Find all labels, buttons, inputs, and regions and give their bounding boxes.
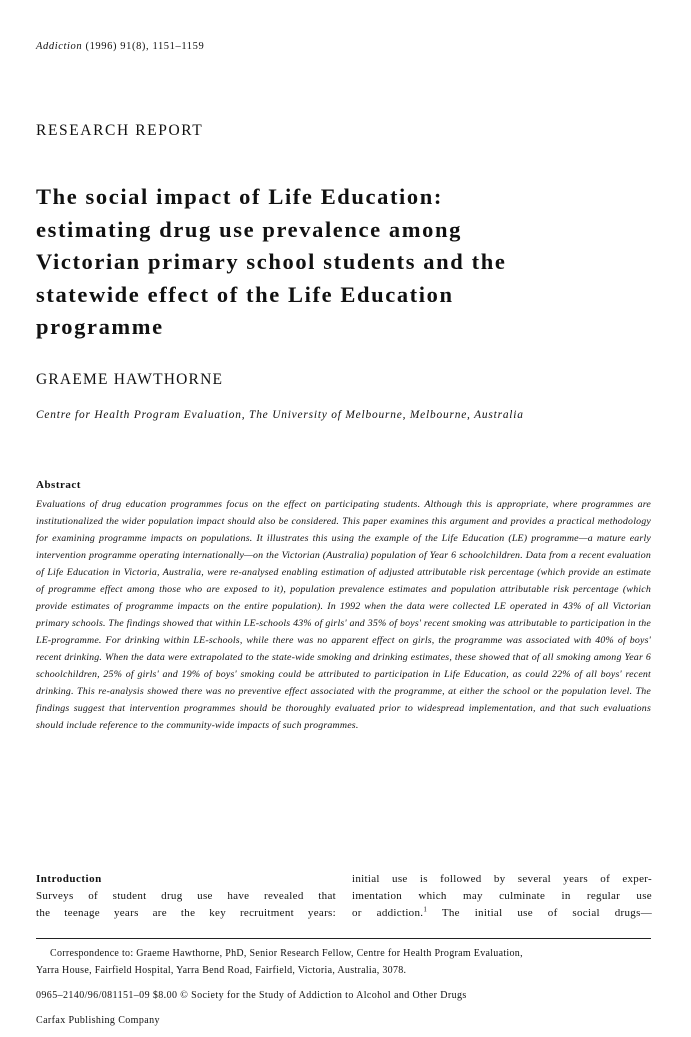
intro-line-with-ref: [352, 905, 652, 922]
intro-text: or addiction.: [352, 907, 424, 919]
intro-text: The initial use of social drugs—: [427, 907, 652, 919]
title-line: programme: [36, 314, 164, 339]
intro-line: Surveys of student drug use have revealed that: [36, 890, 336, 902]
correspondence-line: Correspondence to: Graeme Hawthorne, PhD, Senior Research Fellow, Centre for Health Program Evaluation,: [50, 948, 523, 959]
journal-citation: (1996) 91(8), 1151–1159: [85, 41, 205, 52]
intro-left-column: [36, 871, 336, 922]
publisher-name: Carfax Publishing Company: [36, 1015, 160, 1026]
intro-right-column: [352, 871, 652, 922]
intro-line: imentation which may culminate in regular use: [352, 890, 652, 902]
title-line: estimating drug use prevalence among: [36, 216, 462, 242]
journal-header: [36, 41, 204, 52]
intro-line: the teenage years are the key recruitment years:: [36, 907, 336, 919]
author-affiliation: Centre for Health Program Evaluation, The University of Melbourne, Melbourne, Australia: [36, 409, 524, 421]
journal-name: Addiction: [36, 41, 83, 52]
author-name: GRAEME HAWTHORNE: [36, 371, 224, 388]
title-line: Victorian primary school students and the: [36, 249, 507, 274]
footnote-ref[interactable]: 1: [423, 905, 428, 914]
issn-copyright-line: 0965–2140/96/081151–09 $8.00 © Society for the Study of Addiction to Alcohol and Other Drugs: [36, 990, 467, 1001]
correspondence-line: Yarra House, Fairfield Hospital, Yarra Bend Road, Fairfield, Victoria, Australia, 3078.: [36, 965, 407, 976]
abstract-heading: Abstract: [36, 479, 81, 491]
title-line: The social impact of Life Education:: [36, 184, 443, 209]
intro-heading: Introduction: [36, 873, 102, 885]
footnote-divider: [36, 938, 651, 939]
correspondence-note: [36, 945, 656, 979]
intro-line: initial use is followed by several years of exper-: [352, 873, 652, 885]
title-line: statewide effect of the Life Education: [36, 281, 454, 307]
section-label: RESEARCH REPORT: [36, 122, 204, 139]
article-title: [36, 181, 676, 344]
abstract-text: Evaluations of drug education programmes focus on the effect on participating students. Although this is appropriate, where programmes are institutionalized the wider population impact should also be considered. This paper examines this argument and provides a practical methodology for examining programme impacts on populations. It illustrates this using the example of the Life Education (LE) programme—a mature early intervention programme operating internationally—on the Victorian (Australia) population of Year 6 schoolchildren. Data from a recent evaluation of Life Education in Victoria, Australia, were re-analysed enabling estimation of adjusted attributable risk percentage (which provide an estimate of programme effect among those who are exposed to it), population prevalence estimates and population attributable risk percentage (which provide estimates of programme impacts on the entire population). In 1992 when the data were collected LE operated in 43% of all Victorian primary schools. The findings showed that within LE-schools 43% of girls' and 35% of boys' recent smoking was attributable to participation in the LE-programme. For drinking within LE-schools, while there was no apparent effect on girls, the programme was associated with 40% of boys' recent drinking. When the data were extrapolated to the state-wide smoking and drinking estimates, these showed that of all smoking among Year 6 schoolchildren, 25% of girls' and 19% of boys' smoking could be attributed to participation in Life Education, as could 22% of all boys' recent drinking. This re-analysis showed there was no preventive effect associated with the programme, at either the school or the population level. The findings suggest that intervention programmes should be thoroughly evaluated prior to widespread implementation, and that such evaluations should include reference to the community-wide impacts of such programmes.: [36, 499, 651, 731]
